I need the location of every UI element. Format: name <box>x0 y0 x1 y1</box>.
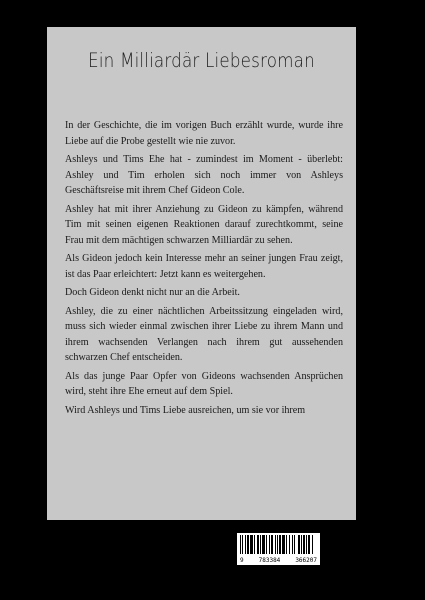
isbn-first-digit: 9 <box>240 557 244 564</box>
barcode-stripe <box>313 535 314 554</box>
text-fade <box>47 473 356 487</box>
isbn-left-digits: 783384 <box>258 557 281 564</box>
blurb-paragraph: In der Geschichte, die im vorigen Buch erzählt wurde, wurde ihre Liebe auf die Probe gestellt wie nie zuvor. <box>65 120 343 147</box>
book-title: Ein Milliardär Liebesroman <box>88 49 315 72</box>
blurb-paragraph: Ashleys und Tims Ehe hat - zumindest im Moment - überlebt: Ashley und Tim erholen sich noch immer von Ashleys Geschäftsreise mit ihrem Chef Gideon Cole. <box>65 154 343 196</box>
blurb-text <box>65 118 343 480</box>
blurb-paragraph: Wird Ashleys und Tims Liebe ausreichen, um sie vor ihrem <box>65 404 306 416</box>
barcode-bars <box>240 535 317 554</box>
blurb-paragraph: Ashley, die zu einer nächtlichen Arbeitssitzung eingeladen wird, muss sich wieder einmal zwischen ihrer Liebe zu ihrem Mann und ihrem wachsenden Verlangen nach ihrem gut aussehenden schwarzen Chef entscheiden. <box>65 305 343 363</box>
isbn-barcode <box>237 533 320 565</box>
isbn-right-digits: 366207 <box>295 557 317 564</box>
back-cover-panel <box>47 27 356 520</box>
isbn-number <box>237 557 320 564</box>
blurb-paragraph: Als Gideon jedoch kein Interesse mehr an seiner jungen Frau zeigt, ist das Paar erleichtert: Jetzt kann es weitergehen. <box>65 253 343 280</box>
blurb-paragraph: Ashley hat mit ihrer Anziehung zu Gideon zu kämpfen, während Tim mit seinen eigenen Reaktionen darauf zurechtkommt, seine Frau mit dem mächtigen schwarzen Milliardär zu sehen. <box>65 203 343 246</box>
blurb-paragraph: Als das junge Paar Opfer von Gideons wachsenden Ansprüchen wird, steht ihre Ehe erneut auf dem Spiel. <box>65 370 343 397</box>
blurb-paragraph: Doch Gideon denkt nicht nur an die Arbeit. <box>65 287 240 298</box>
